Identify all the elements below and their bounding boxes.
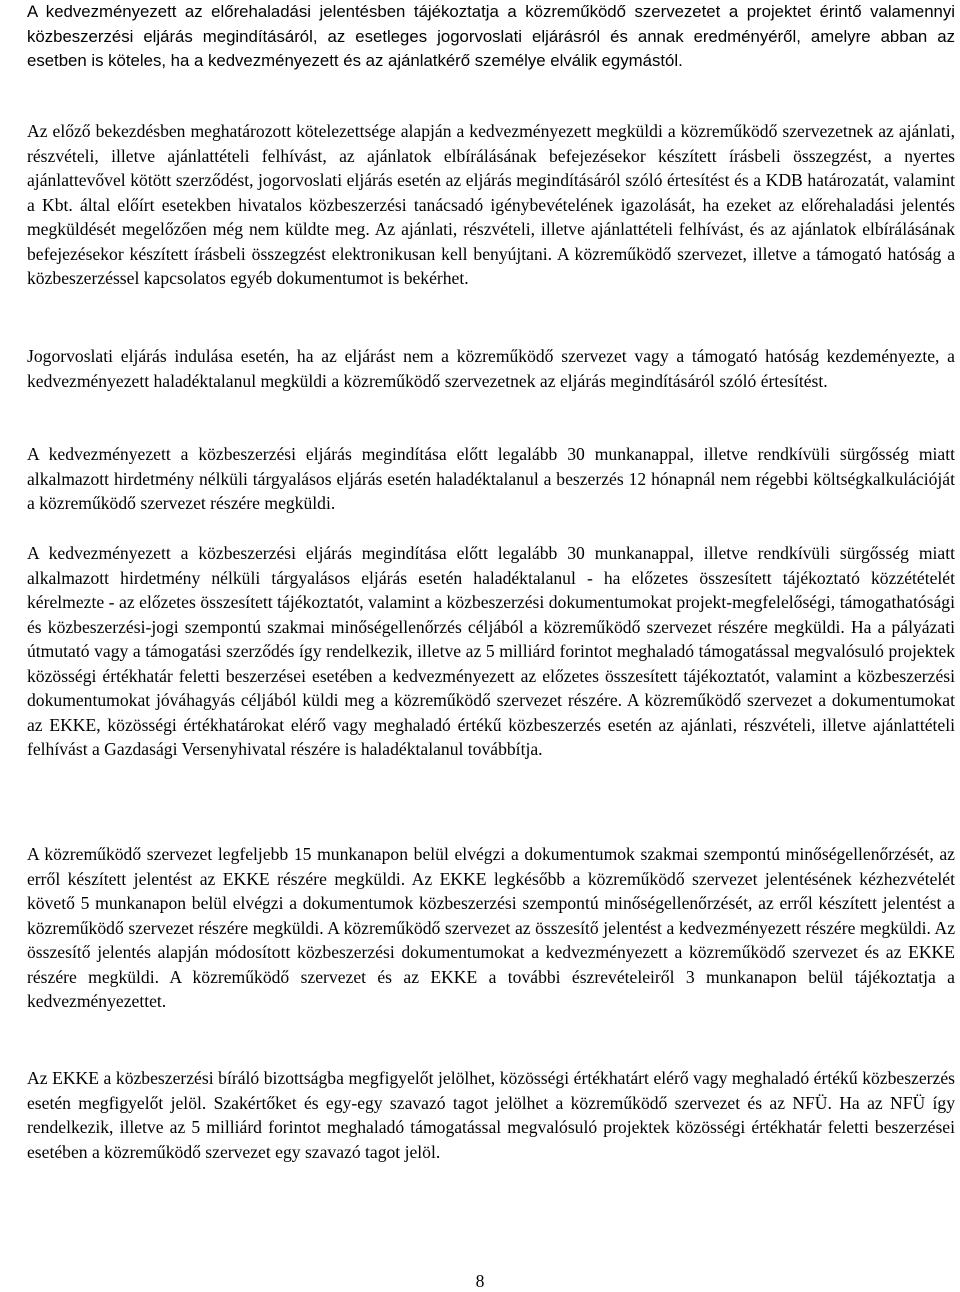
page-number: 8: [475, 1271, 485, 1291]
paragraph-cost-calculation: A kedvezményezett a közbeszerzési eljárás megindítása előtt legalább 30 munkanappal, illetve rendkívüli sürgősség miatt alkalmazott hirdetmény nélküli tárgyalásos eljárás esetén haladéktalanul a beszerzés 12 hónapnál nem régebbi költségkalkulációját a közreműködő szervezet részére megküldi.: [27, 444, 955, 513]
paragraph-legal-remedy: Jogorvoslati eljárás indulása esetén, ha az eljárást nem a közreműködő szervezet vagy a támogató hatóság kezdeményezte, a kedvezményezett haladéktalanul megküldi a közreműködő szervezetnek az eljárás megindításáról szóló értesítést.: [27, 346, 955, 391]
paragraph-evaluation-committee: Az EKKE a közbeszerzési bíráló bizottságba megfigyelőt jelölhet, közösségi értékhatárt elérő vagy meghaladó értékű közbeszerzés esetén megfigyelőt jelöl. Szakértőket és egy-egy szavazó tagot jelölhet a közreműködő szervezet és az NFÜ. Ha az NFÜ így rendelkezik, illetve az 5 milliárd forintot meghaladó támogatással megvalósuló projektek közösségi értékhatár feletti beszerzései esetében a közreműködő szervezet egy szavazó tagot jelöl.: [27, 1068, 955, 1162]
paragraph-progress-report-notice: A kedvezményezett az előrehaladási jelentésben tájékoztatja a közreműködő szervezetet a projektet érintő valamennyi közbeszerzési eljárás megindításáról, az esetleges jogorvoslati eljárásról és annak eredményéről, amelyre abban az esetben is köteles, ha a kedvezményezett és az ajánlatkérő személye elválik egymástól.: [27, 2, 955, 70]
paragraph-document-submission: Az előző bekezdésben meghatározott kötelezettsége alapján a kedvezményezett megküldi a közreműködő szervezetnek az ajánlati, részvételi, illetve ajánlattételi felhívást, az ajánlatok elbírálásának befejezésekor készített írásbeli összegzést, a nyertes ajánlattevővel kötött szerződést, jogorvoslati eljárás esetén az eljárás megindításáról szóló értesítést és a KDB határozatát, valamint a Kbt. által előírt esetekben hivatalos közbeszerzési tanácsadó igénybevételének igazolását, ha ezeket az előrehaladási jelentés megküldését megelőzően még nem küldte meg. Az ajánlati, részvételi, illetve ajánlattételi felhívást, és az ajánlatok elbírálásának befejezésekor készített írásbeli összegzést elektronikusan kell benyújtani. A közreműködő szervezet, illetve a támogató hatóság a közbeszerzéssel kapcsolatos egyéb dokumentumot is bekérhet.: [27, 121, 955, 288]
paragraph-review-timeline: A közreműködő szervezet legfeljebb 15 munkanapon belül elvégzi a dokumentumok szakmai szempontú minőségellenőrzését, az erről készített jelentést az EKKE részére megküldi. Az EKKE legkésőbb a közreműködő szervezet jelentésének kézhezvételét követő 5 munkanapon belül elvégzi a dokumentumok közbeszerzési szempontú minőségellenőrzését, az erről készített jelentést a közreműködő szervezet részére megküldi. A közreműködő szervezet az összesítő jelentést a kedvezményezett részére megküldi. Az összesítő jelentés alapján módosított közbeszerzési dokumentumokat a kedvezményezett a közreműködő szervezet és az EKKE részére megküldi. A közreműködő szervezet és az EKKE a további észrevételeiről 3 munkanapon belül tájékoztatja a kedvezményezettet.: [27, 844, 955, 1011]
paragraph-quality-control-submission: A kedvezményezett a közbeszerzési eljárás megindítása előtt legalább 30 munkanappal, illetve rendkívüli sürgősség miatt alkalmazott hirdetmény nélküli tárgyalásos eljárás esetén haladéktalanul - ha előzetes összesített tájékoztató közzétételét kérelmezte - az előzetes összesített tájékoztatót, valamint a közbeszerzési dokumentumokat projekt-megfelelőségi, támogathatósági és közbeszerzési-jogi szempontú szakmai minőségellenőrzés céljából a közreműködő szervezet részére megküldi. Ha a pályázati útmutató vagy a támogatási szerződés így rendelkezik, illetve az 5 milliárd forintot meghaladó támogatással megvalósuló projektek közösségi értékhatár feletti beszerzései esetében a kedvezményezett az előzetes összesített tájékoztatót, valamint a közbeszerzési dokumentumokat jóváhagyás céljából küldi meg a közreműködő szervezet részére. A közreműködő szervezet a dokumentumokat az EKKE, közösségi értékhatárokat elérő vagy meghaladó értékű közbeszerzés esetén az ajánlati, részvételi, illetve ajánlattételi felhívást a Gazdasági Versenyhivatal részére is haladéktalanul továbbítja.: [27, 543, 955, 759]
